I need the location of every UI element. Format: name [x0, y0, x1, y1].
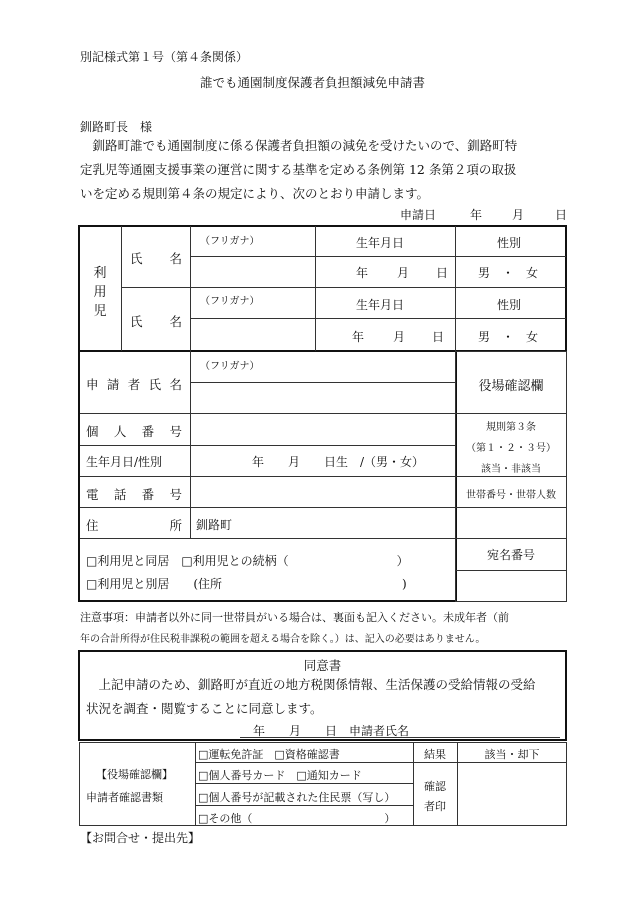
- address-value: 釧路町: [196, 518, 233, 532]
- confirm-seal-label-2: 者印: [424, 800, 446, 813]
- contact-label: 【お問合せ・提出先】: [80, 831, 201, 845]
- doc-option-line-1: □運転免許証 □資格確認書: [198, 748, 340, 761]
- intro-line-3: いを定める規則第４条の規定により、次のとおり申請します。: [80, 186, 430, 201]
- office-check-title: 役場確認欄: [478, 379, 544, 394]
- application-date-day: 日: [555, 208, 568, 222]
- child-1-gender-label: 性別: [497, 236, 522, 250]
- child-1-gender-options: 男 ・ 女: [478, 266, 539, 280]
- child-2-birth-month: 月: [393, 330, 406, 344]
- application-date-month: 月: [512, 208, 525, 222]
- office-rule-line-2: （第１・２・３号）: [466, 443, 556, 454]
- office-rule-line-1: 規則第３条: [486, 422, 536, 433]
- addressee: 釧路町長 様: [80, 120, 153, 134]
- cohabit-line-2: □利用児と別居 (住所 ): [86, 577, 407, 591]
- consent-date-sign: 年 月 日 申請者氏名: [253, 724, 410, 738]
- child-2-birth-year: 年: [352, 330, 365, 344]
- child-1-name-label: 氏 名: [130, 251, 182, 266]
- child-2-furigana: （フリガナ）: [200, 296, 260, 307]
- result-label: 結果: [424, 748, 446, 761]
- application-date-year: 年: [470, 208, 483, 222]
- intro-line-1: 釧路町誰でも通園制度に係る保護者負担額の減免を受けたいので、釧路町特: [80, 138, 518, 153]
- phone-label: 電 話 番 号: [86, 487, 182, 502]
- consent-title: 同意書: [303, 658, 342, 673]
- doc-option-line-3: □個人番号が記載された住民票（写し）: [198, 791, 396, 804]
- intro-line-2: 定乳児等通園支援事業の運営に関する基準を定める条例第 12 条第２項の取扱: [80, 162, 517, 177]
- child-1-birth-day: 日: [436, 266, 449, 280]
- verification-docs-label: 申請者確認書類: [86, 791, 163, 804]
- child-2-birth-label: 生年月日: [356, 298, 405, 312]
- applicant-furigana: （フリガナ）: [200, 361, 260, 372]
- child-2-gender-label: 性別: [497, 298, 522, 312]
- child-1-birth-label: 生年月日: [356, 236, 405, 250]
- consent-signature-line: [240, 737, 560, 738]
- child-section-label: 利 用 児: [93, 266, 107, 319]
- verification-office-label: 【役場確認欄】: [96, 768, 173, 781]
- office-household: 世帯番号・世帯人数: [466, 490, 556, 501]
- confirm-seal-label-1: 確認: [424, 780, 446, 793]
- personal-number-label: 個 人 番 号: [86, 424, 182, 439]
- notes-line-2: 年の合計所得が住民税非課税の範囲を超える場合を除く。）は、記入の必要はありません。: [80, 634, 486, 645]
- application-date-label: 申請日: [400, 208, 437, 222]
- doc-option-line-4: □その他（ ）: [198, 812, 396, 825]
- form-number: 別記様式第１号（第４条関係）: [80, 50, 249, 64]
- consent-line-1: 上記申請のため、釧路町が直近の地方税関係情報、生活保護の受給情報の受給: [86, 677, 536, 692]
- notes-line-1: 注意事項：申請者以外に同一世帯員がいる場合は、裏面も記入ください。未成年者（前: [80, 611, 509, 624]
- office-rule-line-3: 該当・非該当: [481, 464, 541, 475]
- address-label: 住 所: [86, 518, 182, 533]
- child-2-name-label: 氏 名: [130, 314, 182, 329]
- form-title: 誰でも通園制度保護者負担額減免申請書: [200, 75, 426, 90]
- result-value: 該当・却下: [484, 748, 540, 761]
- cohabit-line-1: □利用児と同居 □利用児との続柄（ ）: [86, 554, 409, 568]
- office-address-number: 宛名番号: [486, 548, 535, 562]
- child-1-birth-year: 年: [356, 266, 369, 280]
- consent-line-2: 状況を調査・閲覧することに同意します。: [86, 701, 323, 716]
- child-2-birth-day: 日: [432, 330, 445, 344]
- child-2-gender-options: 男 ・ 女: [478, 330, 539, 344]
- doc-option-line-2: □個人番号カード □通知カード: [198, 769, 362, 782]
- birth-gender-label: 生年月日/性別: [86, 455, 163, 469]
- child-1-furigana: （フリガナ）: [200, 236, 260, 247]
- child-1-birth-month: 月: [397, 266, 410, 280]
- applicant-name-label: 申 請 者 氏 名: [86, 377, 182, 392]
- birth-gender-value: 年 月 日生 /（男・女）: [252, 455, 425, 469]
